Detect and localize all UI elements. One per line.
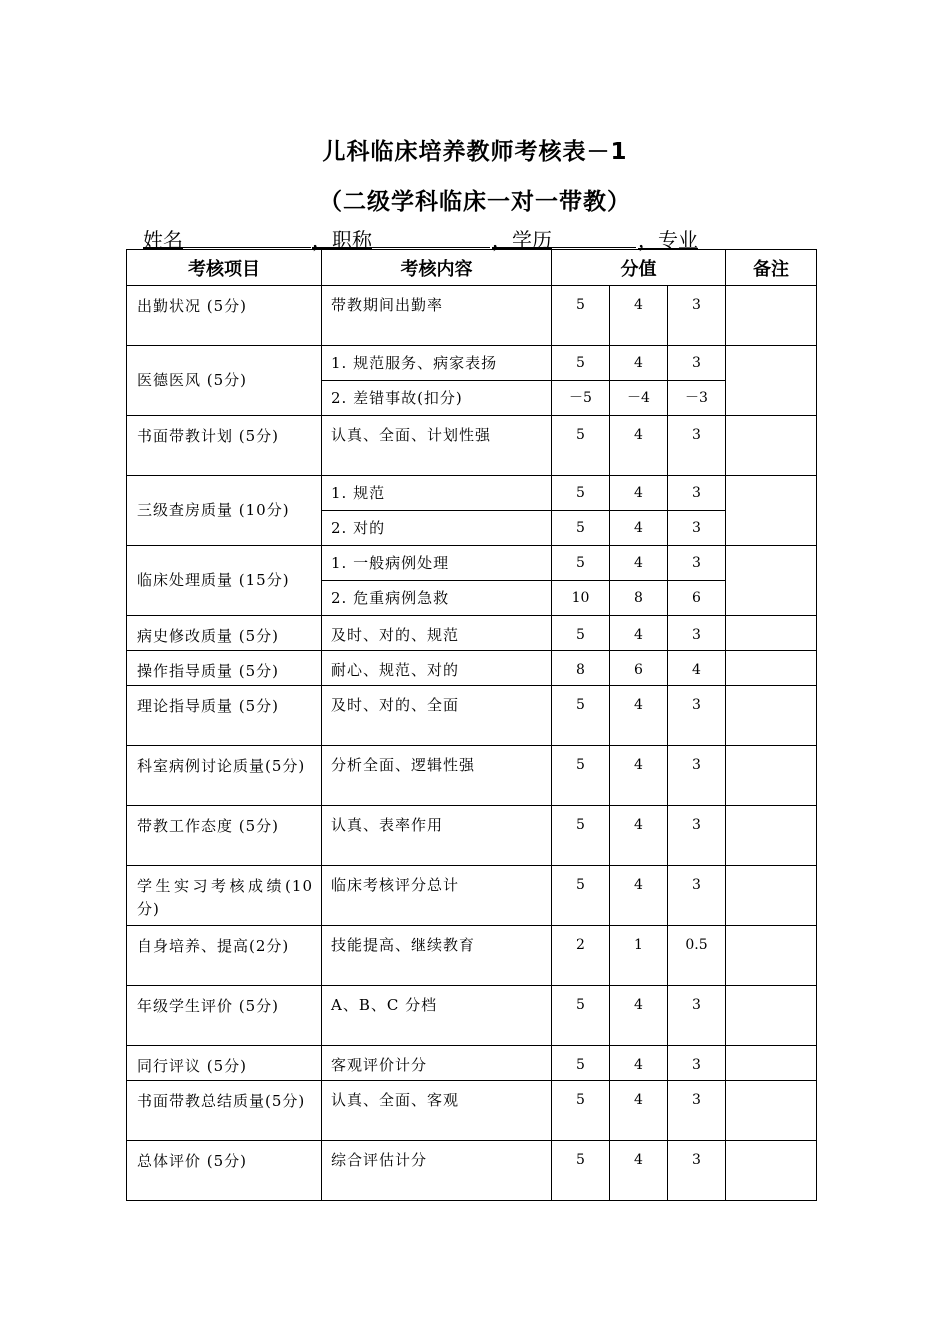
score-cell: 3 [668,806,726,866]
remark-cell [726,986,817,1046]
table-row [127,476,817,511]
score-cell: 10 [552,581,610,616]
item-cell: 书面带教计划 (5分) [127,416,322,476]
item-cell: 自身培养、提高(2分) [127,926,322,986]
remark-cell [726,1046,817,1081]
item-cell: 年级学生评价 (5分) [127,986,322,1046]
header-remark: 备注 [726,250,817,286]
table-row [127,346,817,381]
score-cell: 4 [610,686,668,746]
education-blank [492,247,636,248]
remark-cell [726,866,817,926]
remark-cell [726,1141,817,1201]
remark-cell [726,616,817,651]
score-cell: 3 [668,1081,726,1141]
score-cell: 4 [610,346,668,381]
score-cell: 4 [610,986,668,1046]
score-cell: 4 [610,476,668,511]
remark-cell [726,746,817,806]
score-cell: 1 [610,926,668,986]
content-cell: 技能提高、继续教育 [322,926,552,986]
major-label: ，专业 [638,228,698,252]
score-cell: 6 [610,651,668,686]
score-cell: 5 [552,511,610,546]
item-cell: 出勤状况 (5分) [127,286,322,346]
education-label: ，学历 [492,228,552,252]
table-row [127,286,817,346]
content-cell: 认真、表率作用 [322,806,552,866]
name-label: 姓名 [143,228,183,252]
score-cell: 5 [552,416,610,476]
score-cell: 8 [552,651,610,686]
score-cell: 5 [552,546,610,581]
title-label: ，职称 [312,228,372,252]
score-cell: 4 [610,286,668,346]
table-row [127,1081,817,1141]
table-row [127,986,817,1046]
name-blank [143,247,311,248]
score-cell: 3 [668,476,726,511]
score-cell: 4 [610,746,668,806]
score-cell: 3 [668,286,726,346]
content-cell: 分析全面、逻辑性强 [322,746,552,806]
score-cell: 5 [552,986,610,1046]
score-cell: 5 [552,866,610,926]
table-row [127,546,817,581]
score-cell: 4 [668,651,726,686]
table-row [127,866,817,926]
remark-cell [726,476,817,546]
item-cell: 三级查房质量 (10分) [127,476,322,546]
table-row [127,746,817,806]
page-title: 儿科临床培养教师考核表－1 [322,139,628,165]
table-row [127,926,817,986]
item-cell: 书面带教总结质量(5分) [127,1081,322,1141]
remark-cell [726,926,817,986]
score-cell: 4 [610,416,668,476]
content-cell: 1. 规范服务、病家表扬 [322,346,552,381]
page-subtitle: （二级学科临床一对一带教） [319,189,631,215]
score-cell: 5 [552,346,610,381]
item-cell: 带教工作态度 (5分) [127,806,322,866]
content-cell: 认真、全面、计划性强 [322,416,552,476]
item-cell: 操作指导质量 (5分) [127,651,322,686]
score-cell: 3 [668,1141,726,1201]
score-cell: 0.5 [668,926,726,986]
content-cell: 综合评估计分 [322,1141,552,1201]
table-row [127,686,817,746]
content-cell: 带教期间出勤率 [322,286,552,346]
item-cell: 同行评议 (5分) [127,1046,322,1081]
table-row [127,1046,817,1081]
remark-cell [726,416,817,476]
score-cell: 5 [552,1081,610,1141]
score-cell: 8 [610,581,668,616]
score-cell: 4 [610,546,668,581]
score-cell: 4 [610,616,668,651]
score-cell: 5 [552,1046,610,1081]
score-cell: 3 [668,511,726,546]
content-cell: 2. 差错事故(扣分) [322,381,552,416]
content-cell: 1. 一般病例处理 [322,546,552,581]
item-cell: 病史修改质量 (5分) [127,616,322,651]
score-cell: 5 [552,806,610,866]
content-cell: 1. 规范 [322,476,552,511]
header-score: 分值 [552,250,726,286]
score-cell: 3 [668,1046,726,1081]
header-item: 考核项目 [127,250,322,286]
table-row [127,416,817,476]
score-cell: －5 [552,381,610,416]
score-cell: －3 [668,381,726,416]
title-blank [312,247,490,248]
score-cell: 3 [668,686,726,746]
remark-cell [726,546,817,616]
info-line [140,220,820,250]
content-cell: A、B、C 分档 [322,986,552,1046]
table-row [127,1141,817,1201]
score-cell: 5 [552,286,610,346]
content-cell: 及时、对的、规范 [322,616,552,651]
score-cell: 3 [668,986,726,1046]
score-cell: 2 [552,926,610,986]
content-cell: 及时、对的、全面 [322,686,552,746]
score-cell: 5 [552,616,610,651]
header-row [127,250,817,286]
assessment-table [126,249,817,1201]
score-cell: －4 [610,381,668,416]
score-cell: 3 [668,616,726,651]
item-cell: 科室病例讨论质量(5分) [127,746,322,806]
content-cell: 耐心、规范、对的 [322,651,552,686]
item-cell: 医德医风 (5分) [127,346,322,416]
score-cell: 3 [668,866,726,926]
score-cell: 4 [610,1046,668,1081]
score-cell: 5 [552,1141,610,1201]
table-row [127,806,817,866]
remark-cell [726,686,817,746]
table-row [127,616,817,651]
item-cell: 总体评价 (5分) [127,1141,322,1201]
score-cell: 4 [610,511,668,546]
score-cell: 6 [668,581,726,616]
header-content: 考核内容 [322,250,552,286]
score-cell: 5 [552,686,610,746]
remark-cell [726,1081,817,1141]
score-cell: 4 [610,806,668,866]
item-cell: 临床处理质量 (15分) [127,546,322,616]
score-cell: 5 [552,746,610,806]
remark-cell [726,651,817,686]
content-cell: 客观评价计分 [322,1046,552,1081]
content-cell: 2. 对的 [322,511,552,546]
score-cell: 3 [668,416,726,476]
score-cell: 3 [668,746,726,806]
score-cell: 4 [610,1081,668,1141]
score-cell: 4 [610,866,668,926]
remark-cell [726,806,817,866]
content-cell: 2. 危重病例急救 [322,581,552,616]
remark-cell [726,346,817,416]
item-cell: 理论指导质量 (5分) [127,686,322,746]
score-cell: 5 [552,476,610,511]
score-cell: 4 [610,1141,668,1201]
content-cell: 认真、全面、客观 [322,1081,552,1141]
score-cell: 3 [668,346,726,381]
score-cell: 3 [668,546,726,581]
content-cell: 临床考核评分总计 [322,866,552,926]
table-row [127,651,817,686]
item-cell: 学生实习考核成绩(10分) [127,866,322,926]
remark-cell [726,286,817,346]
